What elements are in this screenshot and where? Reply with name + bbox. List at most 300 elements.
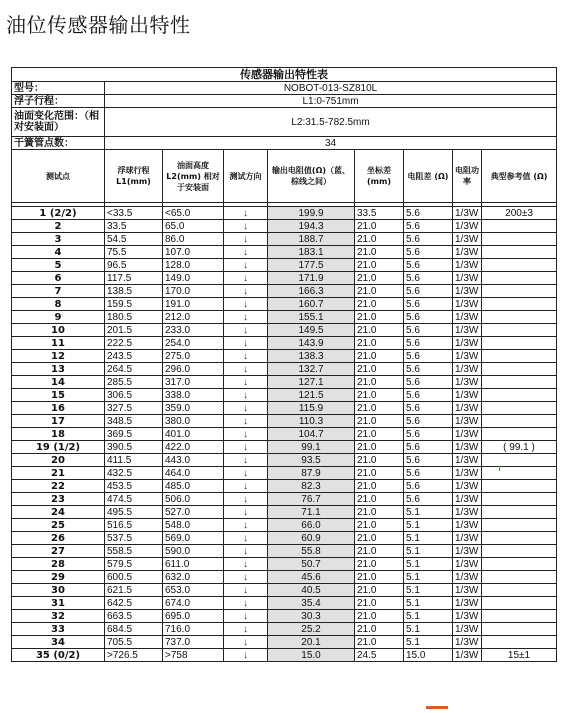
row-float-travel: 285.5 (105, 376, 163, 389)
row-power: 1/3W (453, 480, 482, 493)
row-tolerance: 21.0 (355, 584, 404, 597)
row-point: 30 (12, 584, 105, 597)
row-output-resistance: 194.3 (268, 220, 355, 233)
row-direction-arrow: ↓ (224, 350, 268, 363)
row-output-resistance: 183.1 (268, 246, 355, 259)
row-output-resistance: 35.4 (268, 597, 355, 610)
row-oil-height: 527.0 (163, 506, 224, 519)
row-resistance-diff: 5.1 (404, 545, 453, 558)
row-output-resistance: 55.8 (268, 545, 355, 558)
row-power: 1/3W (453, 285, 482, 298)
row-resistance-diff: 5.6 (404, 311, 453, 324)
row-direction-arrow: ↓ (224, 389, 268, 402)
row-point: 13 (12, 363, 105, 376)
col-header-output: 输出电阻值(Ω)（蓝、棕线之间） (268, 150, 355, 203)
row-resistance-diff: 5.6 (404, 415, 453, 428)
table-row (12, 636, 557, 649)
row-float-travel: 306.5 (105, 389, 163, 402)
row-tolerance: 21.0 (355, 428, 404, 441)
row-tolerance: 21.0 (355, 350, 404, 363)
row-point: 18 (12, 428, 105, 441)
row-power: 1/3W (453, 233, 482, 246)
row-power: 1/3W (453, 571, 482, 584)
row-tolerance: 21.0 (355, 519, 404, 532)
row-typical-value (482, 584, 557, 597)
row-resistance-diff: 5.6 (404, 298, 453, 311)
row-tolerance: 21.0 (355, 402, 404, 415)
row-output-resistance: 87.9 (268, 467, 355, 480)
row-typical-value (482, 233, 557, 246)
row-output-resistance: 99.1 (268, 441, 355, 454)
table-row (12, 480, 557, 493)
row-resistance-diff: 5.6 (404, 324, 453, 337)
table-row (12, 532, 557, 545)
row-direction-arrow: ↓ (224, 376, 268, 389)
page-title: 油位传感器输出特性 (6, 13, 191, 37)
row-direction-arrow: ↓ (224, 467, 268, 480)
row-direction-arrow: ↓ (224, 402, 268, 415)
row-direction-arrow: ↓ (224, 337, 268, 350)
model-label: 型号： (12, 82, 105, 95)
row-float-travel: 75.5 (105, 246, 163, 259)
row-float-travel: 159.5 (105, 298, 163, 311)
row-float-travel: 495.5 (105, 506, 163, 519)
row-direction-arrow: ↓ (224, 298, 268, 311)
row-power: 1/3W (453, 610, 482, 623)
row-point: 2 (12, 220, 105, 233)
row-resistance-diff: 5.6 (404, 220, 453, 233)
row-tolerance: 21.0 (355, 259, 404, 272)
row-oil-height: 422.0 (163, 441, 224, 454)
row-float-travel: 327.5 (105, 402, 163, 415)
row-direction-arrow: ↓ (224, 532, 268, 545)
table-row (12, 649, 557, 662)
row-power: 1/3W (453, 532, 482, 545)
row-direction-arrow: ↓ (224, 311, 268, 324)
row-typical-value (482, 259, 557, 272)
row-typical-value (482, 454, 557, 467)
row-point: 22 (12, 480, 105, 493)
row-power: 1/3W (453, 649, 482, 662)
row-typical-value (482, 324, 557, 337)
row-resistance-diff: 5.6 (404, 363, 453, 376)
row-direction-arrow: ↓ (224, 558, 268, 571)
row-resistance-diff: 5.1 (404, 597, 453, 610)
row-float-travel: 180.5 (105, 311, 163, 324)
table-row (12, 597, 557, 610)
row-float-travel: 96.5 (105, 259, 163, 272)
col-header-direction: 测试方向 (224, 150, 268, 203)
row-tolerance: 21.0 (355, 597, 404, 610)
row-float-travel: 621.5 (105, 584, 163, 597)
row-power: 1/3W (453, 376, 482, 389)
row-power: 1/3W (453, 519, 482, 532)
row-direction-arrow: ↓ (224, 545, 268, 558)
row-oil-height: 485.0 (163, 480, 224, 493)
row-float-travel: 222.5 (105, 337, 163, 350)
row-point: 28 (12, 558, 105, 571)
row-oil-height: 128.0 (163, 259, 224, 272)
row-output-resistance: 160.7 (268, 298, 355, 311)
row-direction-arrow: ↓ (224, 428, 268, 441)
row-direction-arrow: ↓ (224, 246, 268, 259)
row-typical-value (482, 545, 557, 558)
row-float-travel: 201.5 (105, 324, 163, 337)
row-tolerance: 21.0 (355, 311, 404, 324)
table-row (12, 311, 557, 324)
row-point: 20 (12, 454, 105, 467)
table-row (12, 454, 557, 467)
row-direction-arrow: ↓ (224, 220, 268, 233)
row-output-resistance: 104.7 (268, 428, 355, 441)
row-output-resistance: 166.3 (268, 285, 355, 298)
sensor-output-table (11, 67, 557, 662)
row-tolerance: 21.0 (355, 376, 404, 389)
col-header-resistance-diff: 电阻差 (Ω) (404, 150, 453, 203)
row-power: 1/3W (453, 298, 482, 311)
row-float-travel: 453.5 (105, 480, 163, 493)
row-point: 12 (12, 350, 105, 363)
row-direction-arrow: ↓ (224, 207, 268, 220)
row-oil-height: 443.0 (163, 454, 224, 467)
row-oil-height: 254.0 (163, 337, 224, 350)
table-row (12, 610, 557, 623)
row-typical-value (482, 272, 557, 285)
row-direction-arrow: ↓ (224, 363, 268, 376)
float-travel-label: 浮子行程： (12, 95, 105, 108)
row-output-resistance: 138.3 (268, 350, 355, 363)
table-row (12, 363, 557, 376)
table-row (12, 467, 557, 480)
row-tolerance: 21.0 (355, 389, 404, 402)
row-direction-arrow: ↓ (224, 272, 268, 285)
row-direction-arrow: ↓ (224, 285, 268, 298)
table-row (12, 558, 557, 571)
row-oil-height: 464.0 (163, 467, 224, 480)
row-resistance-diff: 5.1 (404, 519, 453, 532)
table-row (12, 272, 557, 285)
row-tolerance: 21.0 (355, 506, 404, 519)
row-oil-height: 611.0 (163, 558, 224, 571)
row-resistance-diff: 5.6 (404, 259, 453, 272)
row-output-resistance: 50.7 (268, 558, 355, 571)
row-point: 19 (1/2) (12, 441, 105, 454)
row-typical-value (482, 285, 557, 298)
row-power: 1/3W (453, 259, 482, 272)
row-oil-height: 317.0 (163, 376, 224, 389)
row-output-resistance: 60.9 (268, 532, 355, 545)
row-direction-arrow: ↓ (224, 597, 268, 610)
row-point: 33 (12, 623, 105, 636)
row-output-resistance: 188.7 (268, 233, 355, 246)
row-oil-height: <65.0 (163, 207, 224, 220)
row-float-travel: 33.5 (105, 220, 163, 233)
row-typical-value (482, 389, 557, 402)
row-direction-arrow: ↓ (224, 584, 268, 597)
row-power: 1/3W (453, 220, 482, 233)
table-row (12, 402, 557, 415)
row-point: 17 (12, 415, 105, 428)
row-float-travel: 117.5 (105, 272, 163, 285)
row-output-resistance: 45.6 (268, 571, 355, 584)
row-oil-height: 569.0 (163, 532, 224, 545)
row-point: 9 (12, 311, 105, 324)
row-tolerance: 33.5 (355, 207, 404, 220)
row-point: 34 (12, 636, 105, 649)
row-resistance-diff: 5.6 (404, 337, 453, 350)
row-typical-value (482, 532, 557, 545)
row-output-resistance: 66.0 (268, 519, 355, 532)
float-travel-row (12, 95, 557, 108)
row-float-travel: 579.5 (105, 558, 163, 571)
table-row (12, 506, 557, 519)
row-resistance-diff: 5.6 (404, 467, 453, 480)
col-header-float-travel: 浮球行程 L1(mm) (105, 150, 163, 203)
row-tolerance: 21.0 (355, 623, 404, 636)
row-point: 25 (12, 519, 105, 532)
row-output-resistance: 76.7 (268, 493, 355, 506)
row-point: 3 (12, 233, 105, 246)
row-typical-value (482, 467, 557, 480)
row-oil-height: 275.0 (163, 350, 224, 363)
row-tolerance: 21.0 (355, 272, 404, 285)
row-output-resistance: 132.7 (268, 363, 355, 376)
row-float-travel: 663.5 (105, 610, 163, 623)
row-float-travel: 264.5 (105, 363, 163, 376)
row-tolerance: 21.0 (355, 467, 404, 480)
row-oil-height: 695.0 (163, 610, 224, 623)
row-float-travel: <33.5 (105, 207, 163, 220)
row-power: 1/3W (453, 506, 482, 519)
row-output-resistance: 110.3 (268, 415, 355, 428)
row-direction-arrow: ↓ (224, 454, 268, 467)
reed-count-row (12, 137, 557, 150)
row-point: 14 (12, 376, 105, 389)
row-resistance-diff: 5.6 (404, 272, 453, 285)
col-header-power: 电阻功率 (453, 150, 482, 203)
row-typical-value (482, 376, 557, 389)
row-direction-arrow: ↓ (224, 519, 268, 532)
table-row (12, 207, 557, 220)
table-row (12, 623, 557, 636)
row-tolerance: 21.0 (355, 545, 404, 558)
underline-mark (426, 706, 448, 709)
row-typical-value (482, 493, 557, 506)
row-power: 1/3W (453, 272, 482, 285)
row-oil-height: 149.0 (163, 272, 224, 285)
row-typical-value: 200±3 (482, 207, 557, 220)
model-value: NOBOT-013-SZ810L (105, 82, 557, 95)
reed-count-label: 干簧管点数： (12, 137, 105, 150)
row-oil-height: 191.0 (163, 298, 224, 311)
row-power: 1/3W (453, 428, 482, 441)
row-direction-arrow: ↓ (224, 636, 268, 649)
row-tolerance: 21.0 (355, 480, 404, 493)
table-row (12, 259, 557, 272)
row-oil-height: 212.0 (163, 311, 224, 324)
row-point: 8 (12, 298, 105, 311)
row-point: 21 (12, 467, 105, 480)
table-row (12, 519, 557, 532)
row-float-travel: 705.5 (105, 636, 163, 649)
row-tolerance: 21.0 (355, 220, 404, 233)
table-row (12, 220, 557, 233)
row-tolerance: 24.5 (355, 649, 404, 662)
row-resistance-diff: 5.1 (404, 636, 453, 649)
edit-tick-mark (499, 466, 500, 471)
row-oil-height: 380.0 (163, 415, 224, 428)
reed-count-value: 34 (105, 137, 557, 150)
table-row (12, 285, 557, 298)
row-oil-height: 86.0 (163, 233, 224, 246)
row-typical-value (482, 519, 557, 532)
row-tolerance: 21.0 (355, 324, 404, 337)
row-direction-arrow: ↓ (224, 441, 268, 454)
row-power: 1/3W (453, 597, 482, 610)
row-point: 24 (12, 506, 105, 519)
row-direction-arrow: ↓ (224, 480, 268, 493)
table-row (12, 376, 557, 389)
row-output-resistance: 155.1 (268, 311, 355, 324)
table-caption: 传感器输出特性表 (12, 68, 557, 82)
row-resistance-diff: 5.6 (404, 246, 453, 259)
row-tolerance: 21.0 (355, 363, 404, 376)
row-output-resistance: 121.5 (268, 389, 355, 402)
row-oil-height: 674.0 (163, 597, 224, 610)
row-tolerance: 21.0 (355, 415, 404, 428)
row-direction-arrow: ↓ (224, 506, 268, 519)
table-row (12, 571, 557, 584)
col-header-typical: 典型参考值 (Ω) (482, 150, 557, 203)
row-float-travel: 411.5 (105, 454, 163, 467)
table-row (12, 441, 557, 454)
row-typical-value (482, 337, 557, 350)
row-point: 5 (12, 259, 105, 272)
row-tolerance: 21.0 (355, 532, 404, 545)
row-direction-arrow: ↓ (224, 259, 268, 272)
row-output-resistance: 199.9 (268, 207, 355, 220)
row-resistance-diff: 5.1 (404, 558, 453, 571)
row-point: 27 (12, 545, 105, 558)
row-oil-height: 359.0 (163, 402, 224, 415)
row-float-travel: 432.5 (105, 467, 163, 480)
row-point: 16 (12, 402, 105, 415)
row-power: 1/3W (453, 415, 482, 428)
row-resistance-diff: 5.1 (404, 584, 453, 597)
float-travel-value: L1:0-751mm (105, 95, 557, 108)
col-header-point: 测试点 (12, 150, 105, 203)
row-float-travel: 390.5 (105, 441, 163, 454)
row-oil-height: 716.0 (163, 623, 224, 636)
row-output-resistance: 171.9 (268, 272, 355, 285)
row-typical-value (482, 636, 557, 649)
row-oil-height: 401.0 (163, 428, 224, 441)
row-point: 4 (12, 246, 105, 259)
row-direction-arrow: ↓ (224, 493, 268, 506)
row-typical-value (482, 558, 557, 571)
col-header-tolerance: 坐标差 (mm) (355, 150, 404, 203)
table-row (12, 324, 557, 337)
row-output-resistance: 40.5 (268, 584, 355, 597)
row-float-travel: 516.5 (105, 519, 163, 532)
row-output-resistance: 30.3 (268, 610, 355, 623)
row-tolerance: 21.0 (355, 558, 404, 571)
row-float-travel: 558.5 (105, 545, 163, 558)
row-oil-height: 233.0 (163, 324, 224, 337)
row-typical-value (482, 428, 557, 441)
col-header-oil-height: 油面高度 L2(mm) 相对于安装面 (163, 150, 224, 203)
row-power: 1/3W (453, 324, 482, 337)
row-output-resistance: 177.5 (268, 259, 355, 272)
row-typical-value (482, 363, 557, 376)
row-float-travel: 474.5 (105, 493, 163, 506)
row-power: 1/3W (453, 558, 482, 571)
row-resistance-diff: 5.6 (404, 233, 453, 246)
table-row (12, 337, 557, 350)
row-typical-value (482, 623, 557, 636)
row-resistance-diff: 5.6 (404, 285, 453, 298)
table-row (12, 350, 557, 363)
row-typical-value (482, 597, 557, 610)
table-row (12, 493, 557, 506)
row-typical-value (482, 571, 557, 584)
row-power: 1/3W (453, 207, 482, 220)
row-float-travel: 642.5 (105, 597, 163, 610)
row-output-resistance: 25.2 (268, 623, 355, 636)
row-resistance-diff: 5.1 (404, 506, 453, 519)
row-resistance-diff: 5.6 (404, 454, 453, 467)
row-direction-arrow: ↓ (224, 571, 268, 584)
row-oil-height: 107.0 (163, 246, 224, 259)
row-typical-value (482, 480, 557, 493)
row-tolerance: 21.0 (355, 571, 404, 584)
row-tolerance: 21.0 (355, 636, 404, 649)
table-row (12, 298, 557, 311)
row-typical-value (482, 298, 557, 311)
row-power: 1/3W (453, 636, 482, 649)
row-tolerance: 21.0 (355, 285, 404, 298)
row-resistance-diff: 5.6 (404, 441, 453, 454)
row-oil-height: 632.0 (163, 571, 224, 584)
row-float-travel: 369.5 (105, 428, 163, 441)
row-power: 1/3W (453, 545, 482, 558)
row-oil-height: 65.0 (163, 220, 224, 233)
row-point: 26 (12, 532, 105, 545)
row-direction-arrow: ↓ (224, 610, 268, 623)
row-resistance-diff: 5.6 (404, 480, 453, 493)
oil-range-value: L2:31.5-782.5mm (105, 108, 557, 137)
row-oil-height: 296.0 (163, 363, 224, 376)
row-direction-arrow: ↓ (224, 415, 268, 428)
table-row (12, 428, 557, 441)
row-oil-height: 548.0 (163, 519, 224, 532)
row-resistance-diff: 15.0 (404, 649, 453, 662)
row-float-travel: 537.5 (105, 532, 163, 545)
row-power: 1/3W (453, 584, 482, 597)
row-point: 29 (12, 571, 105, 584)
row-output-resistance: 115.9 (268, 402, 355, 415)
row-resistance-diff: 5.6 (404, 389, 453, 402)
row-output-resistance: 127.1 (268, 376, 355, 389)
oil-range-label: 油面变化范围：（相对安装面） (12, 108, 105, 137)
row-point: 7 (12, 285, 105, 298)
row-tolerance: 21.0 (355, 454, 404, 467)
row-typical-value (482, 350, 557, 363)
row-resistance-diff: 5.6 (404, 402, 453, 415)
row-resistance-diff: 5.6 (404, 207, 453, 220)
row-typical-value (482, 402, 557, 415)
row-typical-value (482, 415, 557, 428)
